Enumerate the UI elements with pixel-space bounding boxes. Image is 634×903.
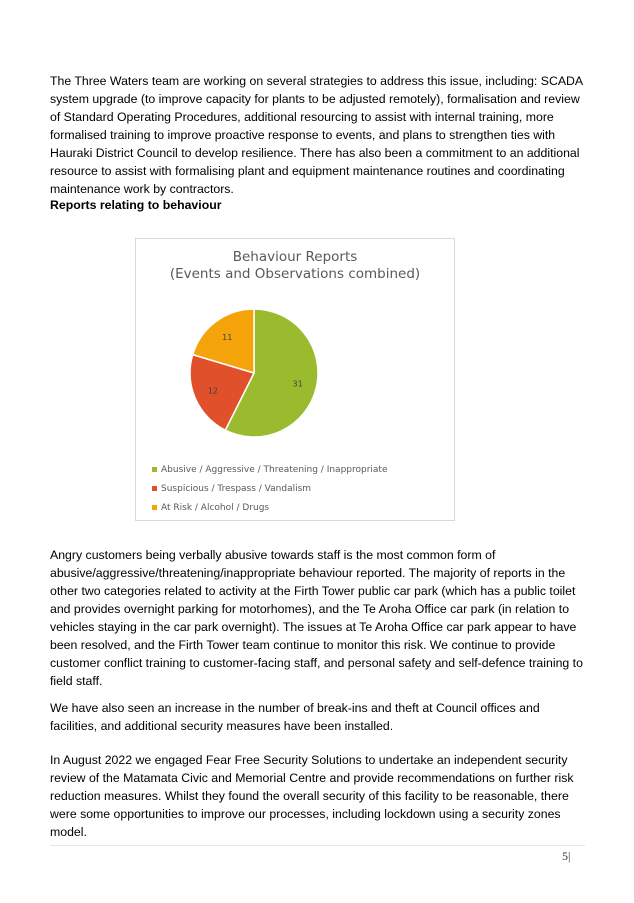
paragraph-abusive-behaviour: Angry customers being verbally abusive towards staff is the most common form of abusive/aggressive/threatening/inappropriate behaviour reported. The majority of reports in the other two categories related to activity at the Firth Tower public car park (which has a public toilet and provides overnight parking for motorhomes), and the Te Aroha Office car park (in relation to vehicles staying in the car park overnight). The issues at Te Aroha Office car park appear to have been resolved, and the Firth Tower team continue to monitor this risk. We continue to provide customer conflict training to customer-facing staff, and personal safety and self-defence training to field staff. xyxy=(50,548,583,688)
legend-item-abusive xyxy=(152,465,388,475)
paragraph-break-ins: We have also seen an increase in the number of break-ins and theft at Council offices and facilities, and additional security measures have been installed. xyxy=(50,701,540,733)
legend-swatch xyxy=(152,505,157,510)
page-number: 5| xyxy=(562,849,571,863)
pie-chart xyxy=(136,239,454,520)
chart-title: Behaviour Reports xyxy=(232,249,358,265)
legend-swatch xyxy=(152,467,157,472)
section-heading: Reports relating to behaviour xyxy=(50,198,222,212)
intro-paragraph: The Three Waters team are working on several strategies to address this issue, including: SCADA system upgrade (to improve capacity for plants to be adjusted remotely), formalisation and review of Standard Operating Procedures, additional resourcing to assist with internal training, more formalised training to improve proactive response to events, and plans to strengthen ties with Hauraki District Council to develop resilience. There has also been a commitment to an additional resource to assist with formalising plant and equipment maintenance routines and coordinating maintenance work by contractors. xyxy=(50,74,583,196)
pie-data-label: 12 xyxy=(207,386,218,396)
legend-swatch xyxy=(152,486,157,491)
pie-data-label: 11 xyxy=(222,333,233,343)
legend-label: At Risk / Alcohol / Drugs xyxy=(161,503,270,513)
chart-subtitle: (Events and Observations combined) xyxy=(169,266,421,282)
pie-data-label: 31 xyxy=(292,379,303,389)
legend-item-suspicious xyxy=(152,484,311,494)
legend-label: Abusive / Aggressive / Threatening / Inappropriate xyxy=(161,465,388,475)
legend-label: Suspicious / Trespass / Vandalism xyxy=(161,484,312,494)
paragraph-security-review: In August 2022 we engaged Fear Free Security Solutions to undertake an independent security review of the Matamata Civic and Memorial Centre and provide recommendations on further risk reduction measures. Whilst they found the overall security of this facility to be reasonable, there were some opportunities to improve our processes, including lockdown using a security zones model. xyxy=(50,753,574,839)
legend-item-at-risk xyxy=(152,503,269,513)
footer-rule xyxy=(50,845,585,846)
behaviour-reports-chart xyxy=(135,238,455,521)
